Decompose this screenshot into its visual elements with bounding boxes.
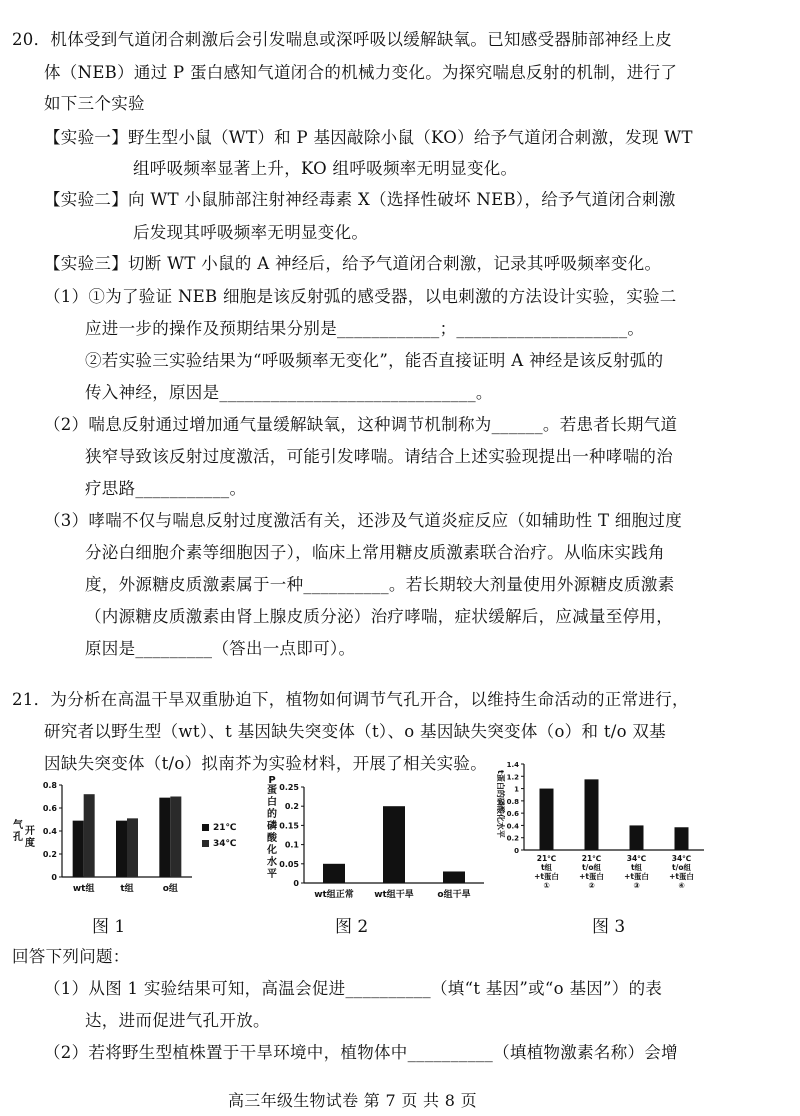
x-tick-label: +t蛋白 xyxy=(669,872,694,881)
x-tick-label: o组干旱 xyxy=(437,890,471,900)
y-axis-label-char: 气 xyxy=(13,820,23,831)
y-tick-label: 0.15 xyxy=(279,821,299,831)
q21-line: 研究者以野生型（wt）、t 基因缺失突变体（t）、o 基因缺失突变体（o）和 t/o 双基 xyxy=(44,722,666,741)
bar-34℃ xyxy=(127,818,138,877)
bar-21℃ xyxy=(73,821,84,877)
bar-34℃ xyxy=(170,797,181,878)
y-tick-label: 0.2 xyxy=(42,850,57,859)
y-tick-label: 0.2 xyxy=(506,834,519,843)
bar-21℃ xyxy=(159,798,170,877)
q20-line: 传入神经，原因是______________________________。 xyxy=(85,383,493,402)
y-tick-label: 0.2 xyxy=(284,802,299,812)
x-tick-label: ④ xyxy=(678,881,685,890)
bar xyxy=(585,779,599,850)
x-tick-label: t/o组 xyxy=(582,863,601,872)
x-tick-label: wt组干旱 xyxy=(374,890,414,900)
bar xyxy=(383,806,405,883)
figure-1-caption: 图 1 xyxy=(92,917,126,937)
x-tick-label: +t蛋白 xyxy=(579,872,604,881)
y-axis-label-char: 孔 xyxy=(13,832,23,843)
y-axis-label-char: 水 xyxy=(267,857,277,868)
bar-34℃ xyxy=(84,794,95,877)
page-footer: 高三年级生物试卷 第 7 页 共 8 页 xyxy=(228,1091,477,1110)
bar xyxy=(323,864,345,883)
q20-experiment-3: 【实验三】切断 WT 小鼠的 A 神经后，给予气道闭合刺激，记录其呼吸频率变化。 xyxy=(44,254,662,273)
x-tick-label: ① xyxy=(543,881,550,890)
q20-subq-2: （2）喘息反射通过增加通气量缓解缺氧，这种调节机制称为______。若患者长期气道 xyxy=(44,415,678,434)
y-tick-label: 1.4 xyxy=(506,761,519,769)
y-tick-label: 1 xyxy=(514,785,519,794)
y-axis-label-char: 的 xyxy=(267,809,277,820)
q20-experiment-2: 【实验二】向 WT 小鼠肺部注射神经毒素 X（选择性破坏 NEB），给予气道闭合刺激 xyxy=(44,190,676,209)
y-tick-label: 0.4 xyxy=(42,827,57,836)
legend-swatch xyxy=(202,824,209,831)
x-tick-label: t组 xyxy=(630,863,643,872)
bar xyxy=(630,825,644,850)
q21-line: 因缺失突变体（t/o）拟南芥为实验材料，开展了相关实验。 xyxy=(44,754,488,773)
q20-line: 应进一步的操作及预期结果分别是____________；____________________。 xyxy=(85,319,645,338)
q20-experiment-1: 【实验一】野生型小鼠（WT）和 P 基因敲除小鼠（KO）给予气道闭合刺激，发现 WT xyxy=(44,128,693,147)
y-axis-label-char: 白 xyxy=(267,797,277,808)
x-tick-label: 21℃ xyxy=(536,854,557,863)
q20-line: 体（NEB）通过 P 蛋白感知气道闭合的机械力变化。为探究喘息反射的机制，进行了 xyxy=(44,63,678,82)
y-tick-label: 1.2 xyxy=(506,773,519,782)
x-tick-label: +t蛋白 xyxy=(624,872,649,881)
bar xyxy=(540,789,554,850)
y-tick-label: 0 xyxy=(514,847,519,855)
legend-label: 21℃ xyxy=(213,823,237,833)
y-axis-label-char: 化 xyxy=(267,845,277,856)
y-axis-label-char: 磷 xyxy=(267,821,277,832)
y-tick-label: 0.6 xyxy=(42,804,57,813)
y-axis-label-char: P xyxy=(268,775,276,786)
x-tick-label: t组 xyxy=(120,884,134,894)
q20-line: 20．机体受到气道闭合刺激后会引发喘息或深呼吸以缓解缺氧。已知感受器肺部神经上皮 xyxy=(12,30,672,49)
q20-line: 狭窄导致该反射过度激活，可能引发哮喘。请结合上述实验现提出一种哮喘的治 xyxy=(85,447,673,466)
q20-line: （内源糖皮质激素由肾上腺皮质分泌）治疗哮喘，症状缓解后，应减量至停用， xyxy=(85,607,673,626)
x-tick-label: 34℃ xyxy=(671,854,692,863)
figure-3-chart xyxy=(496,748,710,908)
y-tick-label: 0.8 xyxy=(506,797,519,806)
y-tick-label: 0.8 xyxy=(42,781,57,790)
x-tick-label: +t蛋白 xyxy=(534,872,559,881)
legend-label: 34℃ xyxy=(213,839,237,849)
q20-line: 疗思路___________。 xyxy=(85,479,247,498)
y-tick-label: 0.05 xyxy=(279,859,299,869)
q20-line: 度，外源糖皮质激素属于一种__________。若长期较大剂量使用外源糖皮质激素 xyxy=(85,575,675,594)
x-tick-label: 34℃ xyxy=(626,854,647,863)
y-tick-label: 0.6 xyxy=(506,810,519,819)
figure-1-chart xyxy=(10,770,260,900)
q20-line: 分泌白细胞介素等细胞因子），临床上常用糖皮质激素联合治疗。从临床实践角 xyxy=(85,543,665,562)
legend-swatch xyxy=(202,840,209,847)
x-tick-label: ③ xyxy=(633,881,640,890)
y-axis-label-char: 开 xyxy=(25,826,35,837)
y-tick-label: 0 xyxy=(293,879,299,888)
figure-2-chart xyxy=(262,775,492,905)
q21-line: 21．为分析在高温干旱双重胁迫下，植物如何调节气孔开合，以维持生命活动的正常进行， xyxy=(12,690,689,709)
y-axis-label: t蛋白的磷酸化水平 xyxy=(496,770,505,838)
bar xyxy=(675,827,689,850)
x-tick-label: wt组正常 xyxy=(314,890,354,900)
bar xyxy=(443,871,465,883)
x-tick-label: ② xyxy=(588,881,595,890)
q20-line: ②若实验三实验结果为“呼吸频率无变化”，能否直接证明 A 神经是该反射弧的 xyxy=(85,351,664,370)
q20-line: 组呼吸频率显著上升，KO 组呼吸频率无明显变化。 xyxy=(133,159,518,178)
q20-subq-1: （1）①为了验证 NEB 细胞是该反射弧的感受器，以电刺激的方法设计实验，实验二 xyxy=(44,287,677,306)
x-tick-label: wt组 xyxy=(72,884,95,894)
q20-line: 原因是_________（答出一点即可）。 xyxy=(85,639,356,658)
y-tick-label: 0.25 xyxy=(279,783,299,792)
y-tick-label: 0.1 xyxy=(284,840,299,850)
y-axis-label-char: 度 xyxy=(25,838,35,849)
y-tick-label: 0 xyxy=(51,873,57,882)
q21-line: 达，进而促进气孔开放。 xyxy=(85,1011,270,1030)
figure-3-caption: 图 3 xyxy=(592,917,626,937)
bar-21℃ xyxy=(116,821,127,877)
y-axis-label-char: 平 xyxy=(267,869,277,880)
x-tick-label: t/o组 xyxy=(672,863,691,872)
q20-line: 如下三个实验 xyxy=(44,94,145,113)
y-tick-label: 0.4 xyxy=(506,822,519,831)
answer-intro: 回答下列问题： xyxy=(12,947,130,966)
y-axis-label-char: 蛋 xyxy=(267,785,277,796)
x-tick-label: 21℃ xyxy=(581,854,602,863)
x-tick-label: t组 xyxy=(540,863,553,872)
y-axis-label-char: 酸 xyxy=(267,833,277,844)
figure-2-caption: 图 2 xyxy=(335,917,369,937)
q20-subq-3: （3）哮喘不仅与喘息反射过度激活有关，还涉及气道炎症反应（如辅助性 T 细胞过度 xyxy=(44,511,682,530)
q21-subq-1: （1）从图 1 实验结果可知，高温会促进__________（填“t 基因”或“o 基因”）的表 xyxy=(44,979,663,998)
x-tick-label: o组 xyxy=(162,884,178,894)
q21-subq-2: （2）若将野生型植株置于干旱环境中，植物体中__________（填植物激素名称）会增 xyxy=(44,1043,678,1062)
q20-line: 后发现其呼吸频率无明显变化。 xyxy=(133,223,369,242)
